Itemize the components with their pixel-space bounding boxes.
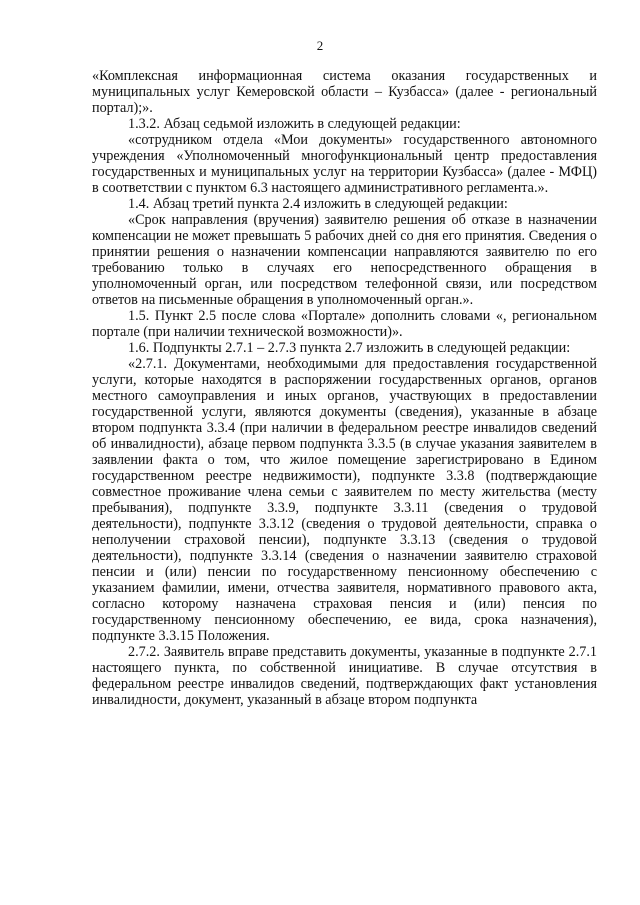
paragraph: 1.4. Абзац третий пункта 2.4 изложить в следующей редакции: [128,196,508,212]
paragraph: 1.6. Подпункты 2.7.1 – 2.7.3 пункта 2.7 изложить в следующей редакции: [128,340,571,356]
document-body [92,68,597,708]
paragraph: «сотрудником отдела «Мои документы» государственного автономного учреждения «Уполномоченный многофункциональный центр предоставления государственных и муниципальных услуг на территории Кузбасса» (далее - МФЦ) в соответствии с пунктом 6.3 настоящего административного регламента.». [92,132,597,196]
paragraph: 1.5. Пункт 2.5 после слова «Портале» дополнить словами «, региональном портале (при наличии технической возможности)». [92,308,597,340]
paragraph: 1.3.2. Абзац седьмой изложить в следующей редакции: [128,116,461,132]
paragraph: «Срок направления (вручения) заявителю решения об отказе в назначении компенсации не может превышать 5 рабочих дней со дня его принятия. Сведения о принятии решения о назначении компенсации направляются заявителю по его требованию только в случаях его непосредственного обращения в уполномоченный орган, или посредством телефонной связи, или посредством ответов на письменные обращения в уполномоченный орган.». [92,212,597,308]
page-number: 2 [316,38,324,53]
paragraph: «Комплексная информационная система оказания государственных и муниципальных услуг Кемеровской области – Кузбасса» (далее - региональный портал);». [92,68,597,116]
paragraph: 2.7.2. Заявитель вправе представить документы, указанные в подпункте 2.7.1 настоящего пункта, по собственной инициативе. В случае отсутствия в федеральном реестре инвалидов сведений, подтверждающих факт установления инвалидности, документ, указанный в абзаце втором подпункта [92,644,597,708]
paragraph: «2.7.1. Документами, необходимыми для предоставления государственной услуги, которые находятся в распоряжении государственных органов, органов местного самоуправления и иных органов, участвующих в предоставлении государственной услуги, являются документы (сведения), указанные в абзаце втором подпункта 3.3.4 (при наличии в федеральном реестре инвалидов сведений об инвалидности), абзаце первом подпункта 3.3.5 (в случае указания заявителем в заявлении факта о том, что жилое помещение зарегистрировано в Едином государственном реестре недвижимости), подпункте 3.3.8 (подтверждающие совместное проживание члена семьи с заявителем по месту жительства (месту пребывания), подпункте 3.3.9, подпункте 3.3.11 (сведения о трудовой деятельности), подпункте 3.3.12 (сведения о трудовой деятельности, справка о неполучении страховой пенсии), подпункте 3.3.13 (сведения о трудовой деятельности), подпункте 3.3.14 (сведения о назначении заявителю страховой пенсии и (или) пенсии по государственному пенсионному обеспечению с указанием фамилии, имени, отчества заявителя, нормативного правового акта, согласно которому назначена страховая пенсия и (или) пенсия по государственному пенсионному обеспечению, ее вида, срока назначения), подпункте 3.3.15 Положения. [92,356,597,644]
